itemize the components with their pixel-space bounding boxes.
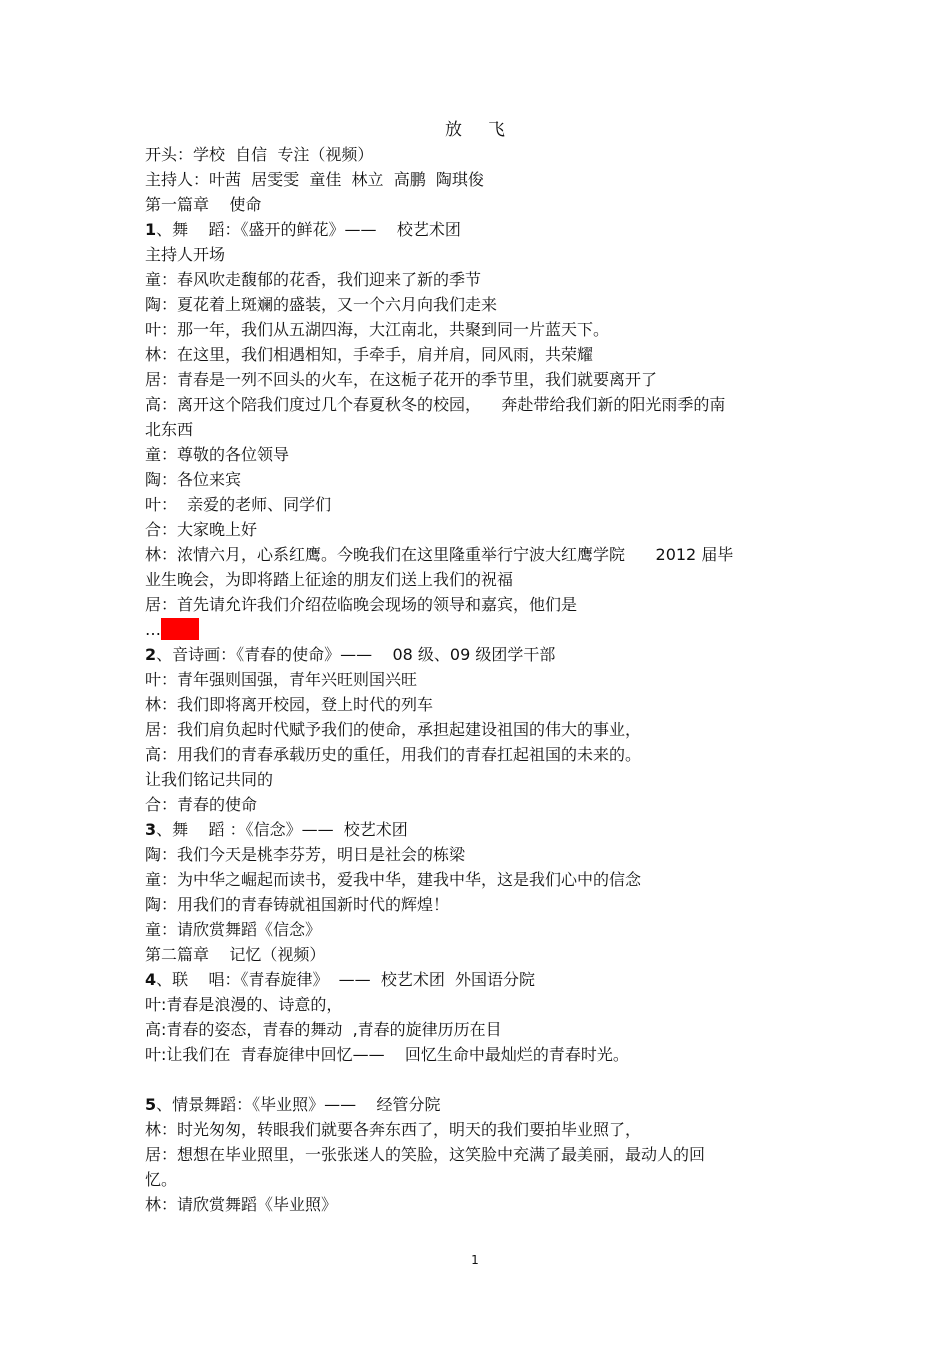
- text-line: 业生晚会，为即将踏上征途的朋友们送上我们的祝福: [145, 570, 514, 589]
- item-text: 、联 唱：《青春旋律》 —— 校艺术团 外国语分院: [156, 970, 536, 989]
- section-heading: 第二篇章 记忆（视频）: [145, 945, 326, 964]
- text-line: 高：离开这个陪我们度过几个春夏秋冬的校园， 奔赴带给我们新的阳光雨季的南: [145, 395, 726, 414]
- ellipsis-line: [145, 617, 815, 642]
- item-text: 、情景舞蹈：《毕业照》—— 经管分院: [156, 1095, 441, 1114]
- text-line: 让我们铭记共同的: [145, 770, 274, 789]
- text-line: 林：时光匆匆，转眼我们就要各奔东西了，明天的我们要拍毕业照了，: [145, 1120, 642, 1139]
- document-title: 放飞: [445, 120, 531, 140]
- document-body: [145, 142, 815, 1217]
- text-line: 陶：我们今天是桃李芬芳，明日是社会的栋梁: [145, 845, 466, 864]
- text-line: 陶：用我们的青春铸就祖国新时代的辉煌！: [145, 895, 450, 914]
- text-line: 林：在这里，我们相遇相知，手牵手，肩并肩，同风雨，共荣耀: [145, 345, 594, 364]
- text-line: 居：想想在毕业照里，一张张迷人的笑脸，这笑脸中充满了最美丽，最动人的回: [145, 1145, 706, 1164]
- item-number: 1: [145, 220, 157, 239]
- text-line: 林：请欣赏舞蹈《毕业照》: [145, 1195, 338, 1214]
- text-line: 童：尊敬的各位领导: [145, 445, 290, 464]
- item-text: 、舞 蹈：《盛开的鲜花》—— 校艺术团: [156, 220, 461, 239]
- text-line: 叶:青春是浪漫的、诗意的，: [145, 995, 343, 1014]
- page-number: 1: [471, 1253, 479, 1267]
- program-item: [145, 642, 815, 667]
- text-line: 叶:让我们在 青春旋律中回忆—— 回忆生命中最灿烂的青春时光。: [145, 1045, 629, 1064]
- item-text: 、舞 蹈 ：《信念》—— 校艺术团: [156, 820, 408, 839]
- text-line: 童：春风吹走馥郁的花香，我们迎来了新的季节: [145, 270, 482, 289]
- text-line: 林：浓情六月，心系红鹰。今晚我们在这里隆重举行宁波大红鹰学院 2012 届毕: [145, 545, 734, 564]
- text-line: 叶：那一年，我们从五湖四海，大江南北，共聚到同一片蓝天下。: [145, 320, 610, 339]
- program-item: [145, 217, 815, 242]
- text-line: 忆。: [145, 1170, 178, 1189]
- program-item: [145, 817, 815, 842]
- text-line: 高:青春的姿态，青春的舞动 ,青春的旋律历历在目: [145, 1020, 502, 1039]
- text-line: 主持人：叶茜 居雯雯 童佳 林立 高鹏 陶琪俊: [145, 170, 484, 189]
- item-number: 3: [145, 820, 157, 839]
- text-line: 合：大家晚上好: [145, 520, 258, 539]
- text-line: 居：我们肩负起时代赋予我们的使命，承担起建设祖国的伟大的事业，: [145, 720, 642, 739]
- program-item: [145, 1092, 815, 1117]
- text-line: 林：我们即将离开校园，登上时代的列车: [145, 695, 434, 714]
- text-line: 童：请欣赏舞蹈《信念》: [145, 920, 322, 939]
- item-text: 、音诗画：《青春的使命》—— 08 级、09 级团学干部: [156, 645, 556, 664]
- item-number: 2: [145, 645, 157, 664]
- program-item: [145, 967, 815, 992]
- red-highlight-mark: ……: [161, 618, 199, 640]
- text-line: 主持人开场: [145, 245, 226, 264]
- text-line: 叶：青年强则国强，青年兴旺则国兴旺: [145, 670, 418, 689]
- text-line: 陶：各位来宾: [145, 470, 242, 489]
- ellipsis-text: …: [145, 620, 161, 639]
- section-heading: 第一篇章 使命: [145, 195, 262, 214]
- text-line: 叶： 亲爱的老师、同学们: [145, 495, 332, 514]
- text-line: 高：用我们的青春承载历史的重任，用我们的青春扛起祖国的未来的。: [145, 745, 642, 764]
- blank-line: [145, 1067, 815, 1092]
- text-line: 童：为中华之崛起而读书，爱我中华，建我中华，这是我们心中的信念: [145, 870, 642, 889]
- text-line: 陶：夏花着上斑斓的盛装，又一个六月向我们走来: [145, 295, 498, 314]
- text-line: 居：青春是一列不回头的火车，在这栀子花开的季节里，我们就要离开了: [145, 370, 658, 389]
- text-line: 合：青春的使命: [145, 795, 258, 814]
- text-line: 北东西: [145, 420, 194, 439]
- item-number: 5: [145, 1095, 157, 1114]
- item-number: 4: [145, 970, 157, 989]
- text-line: 开头：学校 自信 专注（视频）: [145, 145, 374, 164]
- text-line: 居：首先请允许我们介绍莅临晚会现场的领导和嘉宾，他们是: [145, 595, 578, 614]
